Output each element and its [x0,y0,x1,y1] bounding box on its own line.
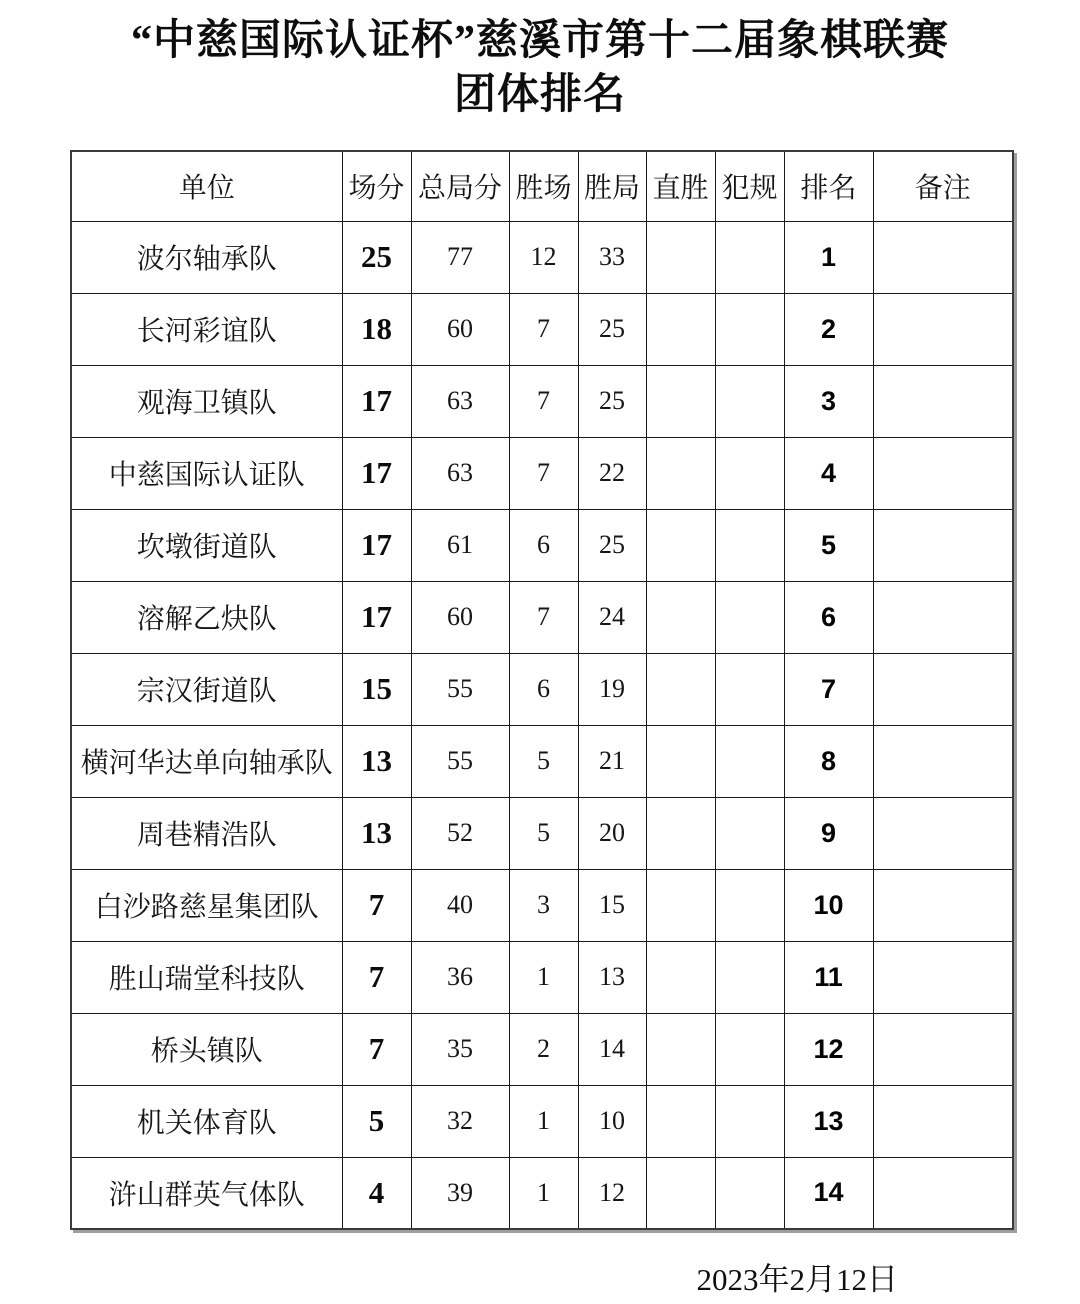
remarks-cell [873,437,1013,509]
direct_win-cell [646,365,715,437]
remarks-cell [873,221,1013,293]
column-header-remarks: 备注 [873,151,1013,221]
fouls-cell [715,869,784,941]
remarks-cell [873,509,1013,581]
direct_win-cell [646,437,715,509]
total_game_points-cell: 55 [411,653,509,725]
document-title [0,14,1080,122]
table-row [71,581,1013,653]
match_points-cell: 17 [342,509,411,581]
fouls-cell [715,1157,784,1229]
match_points-cell: 13 [342,725,411,797]
total_game_points-cell: 36 [411,941,509,1013]
rank-cell: 2 [784,293,873,365]
direct_win-cell [646,941,715,1013]
table-row [71,365,1013,437]
wins-cell: 2 [509,1013,578,1085]
total_game_points-cell: 52 [411,797,509,869]
total_game_points-cell: 63 [411,365,509,437]
table-row [71,1013,1013,1085]
rank-cell: 7 [784,653,873,725]
match_points-cell: 13 [342,797,411,869]
wins-cell: 7 [509,581,578,653]
match_points-cell: 7 [342,869,411,941]
fouls-cell [715,293,784,365]
remarks-cell [873,1085,1013,1157]
unit-cell: 横河华达单向轴承队 [71,725,342,797]
rank-cell: 6 [784,581,873,653]
total_game_points-cell: 60 [411,581,509,653]
table-body [71,221,1013,1229]
rank-cell: 14 [784,1157,873,1229]
wins-cell: 5 [509,725,578,797]
won_games-cell: 25 [578,293,646,365]
fouls-cell [715,221,784,293]
rank-cell: 13 [784,1085,873,1157]
title-line-2: 团体排名 [453,72,626,118]
team-ranking-table [70,150,1014,1230]
won_games-cell: 33 [578,221,646,293]
direct_win-cell [646,509,715,581]
match_points-cell: 4 [342,1157,411,1229]
column-header-unit: 单位 [71,151,342,221]
document-date: 2023年2月12日 [696,1262,898,1297]
won_games-cell: 25 [578,509,646,581]
won_games-cell: 12 [578,1157,646,1229]
match_points-cell: 18 [342,293,411,365]
remarks-cell [873,293,1013,365]
match_points-cell: 5 [342,1085,411,1157]
table-row [71,437,1013,509]
fouls-cell [715,437,784,509]
wins-cell: 7 [509,365,578,437]
match_points-cell: 17 [342,365,411,437]
rank-cell: 12 [784,1013,873,1085]
match_points-cell: 17 [342,437,411,509]
rank-cell: 8 [784,725,873,797]
direct_win-cell [646,581,715,653]
remarks-cell [873,941,1013,1013]
rank-cell: 9 [784,797,873,869]
direct_win-cell [646,1157,715,1229]
remarks-cell [873,365,1013,437]
unit-cell: 白沙路慈星集团队 [71,869,342,941]
direct_win-cell [646,1013,715,1085]
won_games-cell: 19 [578,653,646,725]
direct_win-cell [646,1085,715,1157]
won_games-cell: 10 [578,1085,646,1157]
rank-cell: 1 [784,221,873,293]
column-header-won_games: 胜局 [578,151,646,221]
wins-cell: 3 [509,869,578,941]
unit-cell: 长河彩谊队 [71,293,342,365]
fouls-cell [715,1085,784,1157]
won_games-cell: 25 [578,365,646,437]
fouls-cell [715,509,784,581]
direct_win-cell [646,221,715,293]
table-row [71,941,1013,1013]
title-line-1: “中慈国际认证杯”慈溪市第十二届象棋联赛 [130,18,949,64]
won_games-cell: 13 [578,941,646,1013]
won_games-cell: 20 [578,797,646,869]
direct_win-cell [646,725,715,797]
total_game_points-cell: 40 [411,869,509,941]
direct_win-cell [646,653,715,725]
wins-cell: 1 [509,1157,578,1229]
total_game_points-cell: 77 [411,221,509,293]
unit-cell: 波尔轴承队 [71,221,342,293]
fouls-cell [715,797,784,869]
rank-cell: 3 [784,365,873,437]
direct_win-cell [646,797,715,869]
match_points-cell: 15 [342,653,411,725]
remarks-cell [873,1013,1013,1085]
column-header-match_points: 场分 [342,151,411,221]
column-header-direct_win: 直胜 [646,151,715,221]
table-row [71,509,1013,581]
wins-cell: 12 [509,221,578,293]
fouls-cell [715,581,784,653]
total_game_points-cell: 61 [411,509,509,581]
remarks-cell [873,797,1013,869]
table-row [71,725,1013,797]
total_game_points-cell: 63 [411,437,509,509]
match_points-cell: 7 [342,1013,411,1085]
won_games-cell: 21 [578,725,646,797]
fouls-cell [715,725,784,797]
remarks-cell [873,725,1013,797]
unit-cell: 桥头镇队 [71,1013,342,1085]
unit-cell: 浒山群英气体队 [71,1157,342,1229]
remarks-cell [873,653,1013,725]
fouls-cell [715,365,784,437]
total_game_points-cell: 35 [411,1013,509,1085]
total_game_points-cell: 39 [411,1157,509,1229]
wins-cell: 6 [509,509,578,581]
table-row [71,653,1013,725]
remarks-cell [873,581,1013,653]
unit-cell: 溶解乙炔队 [71,581,342,653]
wins-cell: 1 [509,941,578,1013]
direct_win-cell [646,293,715,365]
won_games-cell: 24 [578,581,646,653]
total_game_points-cell: 32 [411,1085,509,1157]
unit-cell: 观海卫镇队 [71,365,342,437]
won_games-cell: 14 [578,1013,646,1085]
fouls-cell [715,1013,784,1085]
table-row [71,293,1013,365]
table-row [71,1085,1013,1157]
unit-cell: 坎墩街道队 [71,509,342,581]
wins-cell: 5 [509,797,578,869]
match_points-cell: 17 [342,581,411,653]
total_game_points-cell: 55 [411,725,509,797]
remarks-cell [873,869,1013,941]
fouls-cell [715,941,784,1013]
unit-cell: 机关体育队 [71,1085,342,1157]
won_games-cell: 22 [578,437,646,509]
remarks-cell [873,1157,1013,1229]
wins-cell: 7 [509,437,578,509]
rank-cell: 10 [784,869,873,941]
table-row [71,1157,1013,1229]
rank-cell: 4 [784,437,873,509]
column-header-rank: 排名 [784,151,873,221]
total_game_points-cell: 60 [411,293,509,365]
rank-cell: 5 [784,509,873,581]
wins-cell: 1 [509,1085,578,1157]
won_games-cell: 15 [578,869,646,941]
match_points-cell: 25 [342,221,411,293]
rank-cell: 11 [784,941,873,1013]
wins-cell: 6 [509,653,578,725]
header-row [71,151,1013,221]
unit-cell: 宗汉街道队 [71,653,342,725]
column-header-total_game_points: 总局分 [411,151,509,221]
fouls-cell [715,653,784,725]
direct_win-cell [646,869,715,941]
unit-cell: 中慈国际认证队 [71,437,342,509]
table-row [71,797,1013,869]
table-row [71,869,1013,941]
column-header-wins: 胜场 [509,151,578,221]
column-header-fouls: 犯规 [715,151,784,221]
table-row [71,221,1013,293]
wins-cell: 7 [509,293,578,365]
match_points-cell: 7 [342,941,411,1013]
unit-cell: 胜山瑞堂科技队 [71,941,342,1013]
unit-cell: 周巷精浩队 [71,797,342,869]
